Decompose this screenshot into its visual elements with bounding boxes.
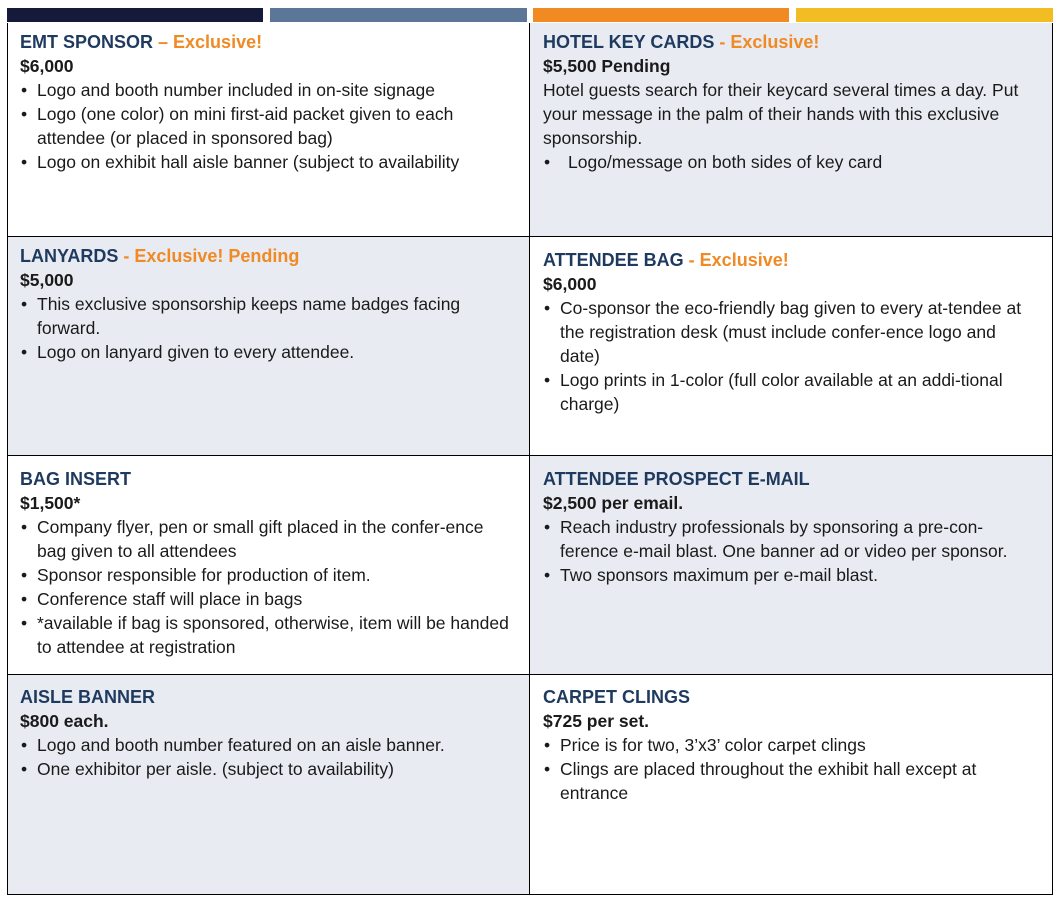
header-bar-orange — [533, 8, 789, 22]
bullet-item: • Sponsor responsible for production of item. — [20, 563, 517, 587]
cell-carpet-clings — [530, 675, 1052, 894]
bullet-list — [543, 515, 1040, 587]
cell-price: $6,000 — [543, 274, 597, 294]
bullet-item: • Company flyer, pen or small gift placed in the confer-ence bag given to all attendees — [20, 515, 517, 563]
bullet-list — [543, 296, 1040, 416]
exclusive-tag: - Exclusive! — [714, 32, 820, 52]
exclusive-tag: – Exclusive! — [153, 32, 263, 52]
bullet-item: • Logo and booth number included in on-site signage — [20, 78, 517, 102]
bullet-item: • Two sponsors maximum per e-mail blast. — [543, 563, 1040, 587]
bullet-item: • Logo/message on both sides of key card — [543, 150, 1040, 174]
grid-border-right — [1052, 23, 1053, 895]
bullet-item: • Logo on lanyard given to every attendee. — [20, 340, 517, 364]
bullet-item: • *available if bag is sponsored, otherwise, item will be handed to attendee at registration — [20, 611, 517, 659]
bullet-item: • Logo (one color) on mini first-aid packet given to each attendee (or placed in sponsored bag) — [20, 102, 517, 150]
bullet-list — [20, 515, 517, 659]
bullet-item: • Logo prints in 1-color (full color available at an addi-tional charge) — [543, 368, 1040, 416]
bullet-list — [20, 733, 517, 781]
cell-title: CARPET CLINGS — [543, 687, 691, 707]
cell-title: LANYARDS - Exclusive! Pending — [20, 246, 300, 266]
bullet-list — [20, 78, 517, 174]
exclusive-tag: - Exclusive! Pending — [118, 246, 300, 266]
cell-price: $1,500* — [20, 493, 81, 513]
bullet-list — [20, 292, 517, 364]
bullet-item: • One exhibitor per aisle. (subject to availability) — [20, 757, 517, 781]
bullet-item: • Clings are placed throughout the exhibit hall except at entrance — [543, 757, 1040, 805]
header-bar-navy — [7, 8, 263, 22]
cell-title: ATTENDEE PROSPECT E-MAIL — [543, 469, 810, 489]
cell-description: Hotel guests search for their keycard several times a day. Put your message in the palm of their hands with this exclusive sponsorship. — [543, 80, 1019, 148]
cell-emt-sponsor — [7, 23, 529, 236]
bullet-list — [543, 150, 1040, 174]
cell-price: $725 per set. — [543, 711, 650, 731]
cell-attendee-prospect-email — [530, 456, 1052, 674]
grid-border-bottom — [7, 894, 1053, 895]
cell-aisle-banner — [7, 675, 529, 894]
bullet-item: • Conference staff will place in bags — [20, 587, 517, 611]
header-bar-yellow — [796, 8, 1053, 22]
cell-title: AISLE BANNER — [20, 687, 156, 707]
bullet-item: • Co-sponsor the eco-friendly bag given to every at-tendee at the registration desk (must include confer-ence logo and date) — [543, 296, 1040, 368]
exclusive-tag: - Exclusive! — [683, 250, 789, 270]
bullet-item: • This exclusive sponsorship keeps name badges facing forward. — [20, 292, 517, 340]
cell-title: HOTEL KEY CARDS - Exclusive! — [543, 32, 820, 52]
cell-title: EMT SPONSOR – Exclusive! — [20, 32, 263, 52]
bullet-item: • Reach industry professionals by sponsoring a pre-con-ference e-mail blast. One banner ad or video per sponsor. — [543, 515, 1040, 563]
cell-price: $6,000 — [20, 56, 74, 76]
cell-hotel-key-cards — [530, 23, 1052, 236]
cell-bag-insert — [7, 456, 529, 674]
grid-border-left — [7, 23, 8, 895]
sponsorship-grid — [7, 23, 1053, 895]
header-bar-slate — [270, 8, 527, 22]
cell-title: ATTENDEE BAG - Exclusive! — [543, 250, 789, 270]
column-divider — [529, 23, 530, 895]
cell-attendee-bag — [530, 237, 1052, 455]
cell-title: BAG INSERT — [20, 469, 132, 489]
bullet-item: • Logo on exhibit hall aisle banner (subject to availability — [20, 150, 517, 174]
cell-price: $5,500 Pending — [543, 56, 671, 76]
bullet-list — [543, 733, 1040, 805]
bullet-item: • Logo and booth number featured on an aisle banner. — [20, 733, 517, 757]
cell-price: $5,000 — [20, 270, 74, 290]
cell-price: $2,500 per email. — [543, 493, 684, 513]
bullet-item: • Price is for two, 3’x3’ color carpet clings — [543, 733, 1040, 757]
cell-lanyards — [7, 237, 529, 455]
cell-price: $800 each. — [20, 711, 109, 731]
